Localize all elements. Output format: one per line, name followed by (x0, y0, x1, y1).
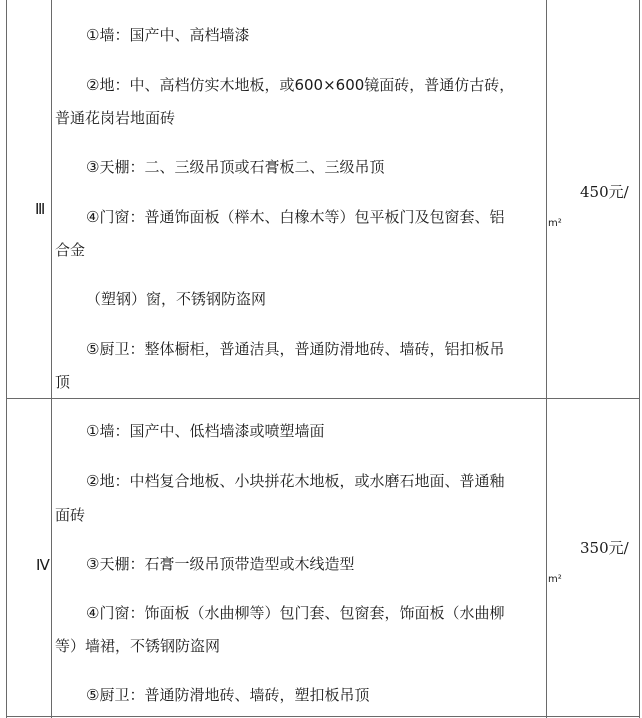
row-divider (6, 398, 640, 399)
spec-line: 顶 (55, 373, 71, 391)
price-unit: m² (548, 574, 562, 585)
spec-line: 合金 (55, 241, 86, 259)
spec-line: （塑钢）窗，不锈钢防盗网 (86, 290, 267, 308)
spec-line: ①墙：国产中、低档墙漆或喷塑墙面 (86, 422, 325, 440)
spec-line: ②地：中、高档仿实木地板，或600×600镜面砖，普通仿古砖， (86, 76, 515, 94)
spec-line: ④门窗：饰面板（水曲柳等）包门套、包窗套，饰面板（水曲柳 (86, 604, 505, 622)
table-border-right (639, 0, 640, 718)
spec-line: ⑤厨卫：整体橱柜，普通洁具，普通防滑地砖、墙砖，铝扣板吊 (86, 340, 505, 358)
table-border-spec (546, 0, 547, 718)
table-border-left (6, 0, 7, 718)
spec-line: ④门窗：普通饰面板（榉木、白橡木等）包平板门及包窗套、铝 (86, 208, 505, 226)
spec-line: ③天棚：石膏一级吊顶带造型或木线造型 (86, 555, 355, 573)
price-unit: m² (548, 218, 562, 229)
spec-line: ②地：中档复合地板、小块拼花木地板，或水磨石地面、普通釉 (86, 472, 505, 490)
spec-line: ⑤厨卫：普通防滑地砖、墙砖，塑扣板吊顶 (86, 686, 370, 704)
grade-cell: Ⅳ (36, 556, 50, 574)
spec-line: ③天棚：二、三级吊顶或石膏板二、三级吊顶 (86, 158, 385, 176)
price-cell: 450元/ (580, 183, 629, 201)
grade-cell: Ⅲ (35, 200, 46, 218)
spec-line: 等）墙裙，不锈钢防盗网 (55, 637, 221, 655)
price-cell: 350元/ (580, 539, 629, 557)
table-border-grade (51, 0, 52, 718)
spec-line: 面砖 (55, 506, 86, 524)
spec-line: ①墙：国产中、高档墙漆 (86, 26, 250, 44)
row-divider-bottom (6, 716, 640, 717)
spec-line: 普通花岗岩地面砖 (55, 109, 176, 127)
